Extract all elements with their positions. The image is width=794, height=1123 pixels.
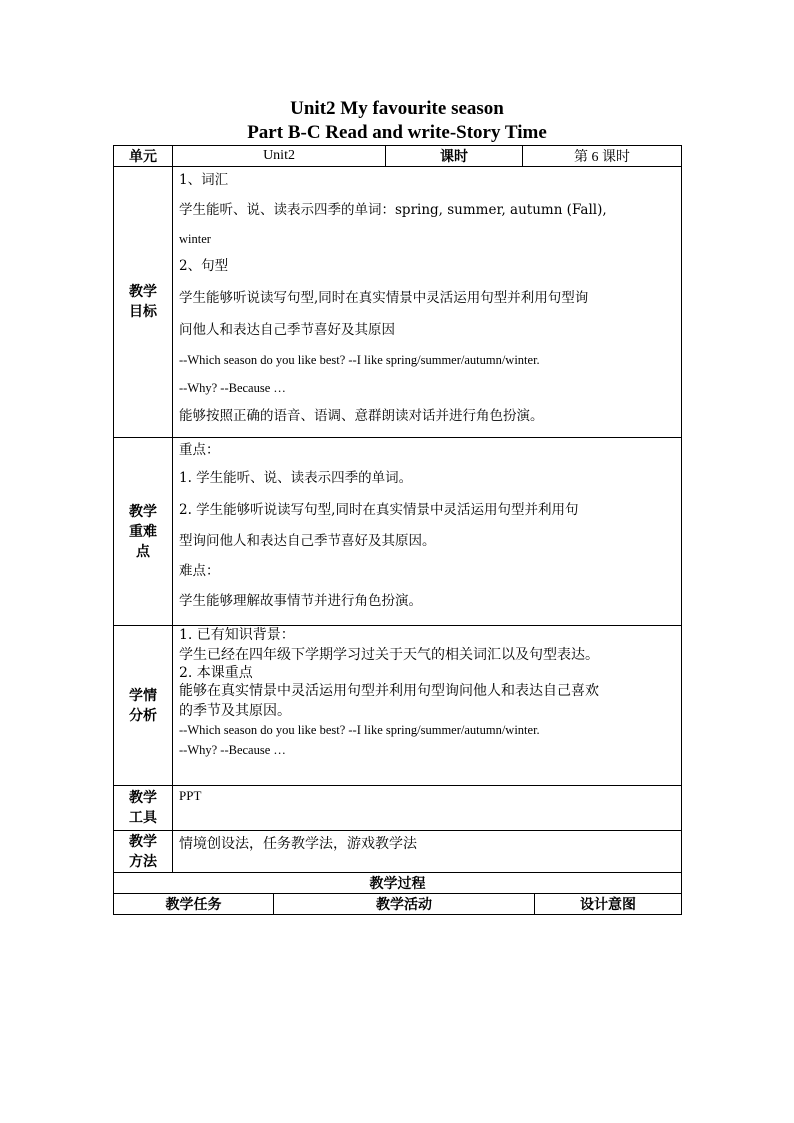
process-header-row — [114, 894, 682, 915]
process-col-activity: 教学活动 — [274, 894, 535, 915]
key-points-row — [114, 438, 682, 626]
tools-content: PPT — [173, 786, 682, 831]
key-points-label: 教学 重难 点 — [114, 438, 173, 626]
goals-label: 教学 目标 — [114, 167, 173, 438]
tools-label: 教学 工具 — [114, 786, 173, 831]
lesson-value: 第 6 课时 — [523, 146, 682, 167]
methods-content: 情境创设法，任务教学法，游戏教学法 — [173, 831, 682, 873]
goals-row — [114, 167, 682, 438]
doc-title-line2: Part B-C Read and write-Story Time — [247, 122, 547, 143]
unit-value: Unit2 — [173, 146, 386, 167]
process-col-intent: 设计意图 — [535, 894, 682, 915]
analysis-content: 1. 已有知识背景： 学生已经在四年级下学期学习过关于天气的相关词汇以及句型表达。 2. 本课重点 能够在真实情景中灵活运用句型并利用句型询问他人和表达自己喜欢 的季节及其原因。 --Which season do you like best? --I like spring/summer/autumn/winter. --Why? --Because … — [173, 626, 682, 786]
process-title-row — [114, 873, 682, 894]
process-col-task: 教学任务 — [114, 894, 274, 915]
lesson-plan-table — [113, 145, 682, 915]
process-title: 教学过程 — [114, 873, 682, 894]
analysis-label: 学情 分析 — [114, 626, 173, 786]
methods-row — [114, 831, 682, 873]
doc-title-line1: Unit2 My favourite season — [290, 98, 504, 119]
unit-label: 单元 — [114, 146, 173, 167]
key-points-content: 重点： 1. 学生能听、说、读表示四季的单词。 2. 学生能够听说读写句型,同时在真实情景中灵活运用句型并利用句 型询问他人和表达自己季节喜好及其原因。 难点： 学生能够理解故事情节并进行角色扮演。 — [173, 438, 682, 626]
header-row — [114, 146, 682, 167]
methods-label: 教学 方法 — [114, 831, 173, 873]
analysis-row — [114, 626, 682, 786]
tools-row — [114, 786, 682, 831]
lesson-label: 课时 — [386, 146, 523, 167]
goals-content: 1、词汇 学生能听、说、读表示四季的单词：spring, summer, autumn (Fall), winter 2、句型 学生能够听说读写句型,同时在真实情景中灵活运用句型并利用句型询 问他人和表达自己季节喜好及其原因 --Which season do you like best? --I like spring/summer/autumn/winter. --Why? --Because … 能够按照正确的语音、语调、意群朗读对话并进行角色扮演。 — [173, 167, 682, 438]
